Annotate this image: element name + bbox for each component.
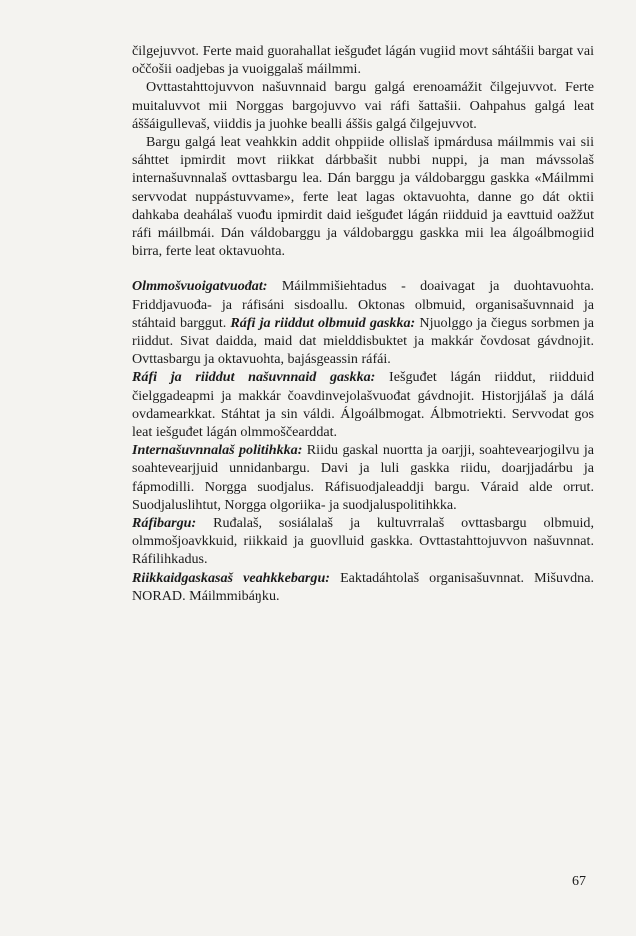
topic-text: Eaktadáhtolaš organisašuvnnat. Mišuvdna. NORAD. Máilmmibáŋku. <box>132 569 594 604</box>
topic-text: Riidu gaskal nuortta ja oarjji, soahtevearjogilvu ja soahtevearjjuid unnidanbargu. Davi ja luli gaskka riidu, doarjjadárbu ja fápmodilli. Norgga suodjalus. Ráfisuodjaleaddji bargu. Váraid alde orrut. Suodjaluslihtut, Norgga olgoriika- ja suodjaluspolitihkka. <box>132 442 594 513</box>
intro-paragraph-1: čilgejuvvot. Ferte maid guorahallat iešguđet lágán vugiid movt sáhtášii bargat vai oččošii oadjebas ja vuoiggalaš máilmmi. <box>132 43 594 78</box>
topic-text: Njuolggo ja čiegus sorbmen ja riiddut. Sivat daidda, maid dat mielddisbuktet ja makkár čovdosat gávdnojit. Ovttasbargu ja oktavuohta, bajásgeassin ráfái. <box>132 314 594 368</box>
topic-paragraph <box>132 569 594 605</box>
topic-text: Ruđalaš, sosiálalaš ja kultuvrralaš ovttasbargu olbmuid, olmmošjoavkkuid, riikkaid ja guovlluid gaskka. Ovttastahttojuvvon našuvnnat. Ráfilihkadus. <box>132 515 594 568</box>
topic-term: Riikkaidgaskasaš veahkkebargu: <box>132 569 330 586</box>
page-number: 67 <box>572 874 586 889</box>
topic-text: Iešguđet lágán riiddut, riidduid čielggadeapmi ja makkár čoavdinvejolašvuođat gávdnojit. Historjjálaš ja dálá ovdamearkkat. Stáhtat ja sin váldi. Álgoálbmogat. Álbmotriekti. Servvodat gos leat iešguđet lágán olmmoščearddat. <box>132 369 594 441</box>
intro-paragraph-2: Ovttastahttojuvvon našuvnnaid bargu galgá erenoamážit čilgejuvvot. Ferte muitaluvvot mii Norggas bargojuvvo vai ráfi šattašii. Oahpahus galgá leat áššáigullevaš, viiddis ja juohke bealli áššis galgá čilgejuvvot. <box>132 79 594 132</box>
text-column <box>132 42 594 605</box>
topic-term: Ráfibargu: <box>132 515 197 532</box>
intro-paragraph-3: Bargu galgá leat veahkkin addit ohppiide ollislaš ipmárdusa máilmmis vai sii sáhttet ipmirdit movt riikkat dárbbašit nubbi nuppi, ja man mávssolaš internašuvnnalaš ovttasbargu lea. Dán barggu ja váldobarggu gaskka «Máilmmi servvodat nuppástuvvame», ferte leat lagas oktavuohta, danne go dát oktii dahkaba deahálaš vuođu ipmirdit daid iešguđet lágán riidduid ja eavttuid oažžut ráfi máilbmái. Dán váldobarggu ja váldobarggu gaskka mii lea álgoálbmogiid birra, ferte leat oktavuohta. <box>132 134 594 260</box>
topic-term: Ráfi ja riiddut našuvnnaid gaskka: <box>132 369 376 386</box>
topic-term: Ráfi ja riiddut olbmuid gaskka: <box>230 314 416 331</box>
topic-paragraph <box>132 514 594 569</box>
topic-paragraph <box>132 277 594 368</box>
topic-paragraph <box>132 368 594 441</box>
topic-term: Internašuvnnalaš politihkka: <box>132 442 303 459</box>
topic-text: Máilmmišiehtadus - doaivagat ja duohtavuohta. Friddjavuođa- ja ráfisáni sisdoallu. Oktonas olbmuid, organisašuvnnaid ja stáhtaid barggut. <box>132 278 594 331</box>
topic-term: Olmmošvuoigatvuođat: <box>132 278 268 295</box>
topic-paragraph <box>132 441 594 514</box>
section-gap <box>132 260 594 277</box>
